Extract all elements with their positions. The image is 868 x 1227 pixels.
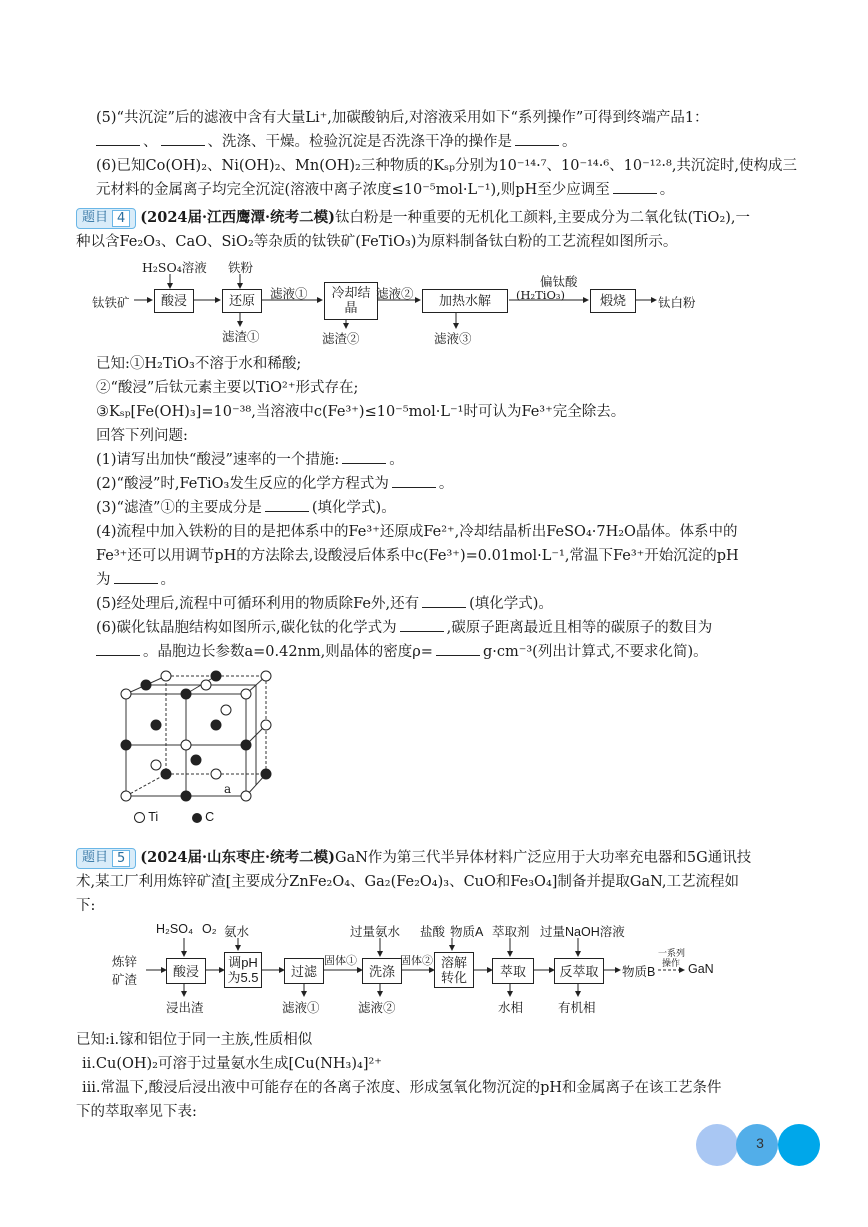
q4-q4a-text: (4)流程中加入铁粉的目的是把体系中的Fe³⁺还原成Fe²⁺,冷却结晶析出FeSO₄·7H₂O晶体。体系中的 [96,524,738,540]
crystal-edge-label: a [224,782,232,796]
flow-raw-material: 钛铁矿 [92,295,130,310]
question-badge [76,208,136,229]
answer-blank[interactable] [114,569,158,584]
flow-step-hydrolysis: 加热水解 [422,289,508,313]
q4-q6b-text: 。晶胞边长参数a=0.42nm,则晶体的密度ρ= [143,644,433,660]
q4-known-1 [96,376,796,400]
flow-step-acid-leach: 酸浸 [154,289,194,313]
badge-label: 题目 [82,210,109,225]
answer-blank[interactable] [265,497,309,512]
flow-step-dissolve-l2: 转化 [440,970,467,985]
q4-q2-text: (2)“酸浸”时,FeTiO₃发生反应的化学方程式为 [96,476,389,492]
q4-question-5 [96,592,796,616]
q3-p5-end: 。 [562,134,577,150]
decor-circle-1 [696,1124,738,1166]
flow-solid-1: 固体① [324,955,357,967]
flow-series-op-bottom: 操作 [662,958,681,968]
flow-residue-2: 滤渣② [322,331,360,346]
answer-blank[interactable] [392,473,436,488]
q5-known1-text: ⅱ.Cu(OH)₂可溶于过量氨水生成[Cu(NH₃)₄]²⁺ [82,1056,382,1072]
q4-q2-end: 。 [438,476,454,492]
q3-p5-sep: 、 [143,134,158,150]
q4-q5-end: (填化学式)。 [469,596,553,612]
flow-step-reduce: 还原 [222,289,262,313]
flow-substance-b: 物质B [622,965,656,979]
flow-metatitanic-acid: 偏钛酸 [540,274,578,289]
flow-step-back-extract: 反萃取 [554,958,604,984]
flow-metatitanic-formula: (H₂TiO₃) [516,288,565,302]
badge-label: 题目 [82,850,109,865]
flow-input-hcl: 盐酸 [420,925,446,939]
q5-known-1 [82,1052,796,1076]
q4-known-0 [96,352,796,376]
q4-question-4b [96,544,796,568]
flow-step-adjust-ph [224,952,262,988]
legend-c-label: C [205,810,215,824]
q3-part6-line2 [96,178,796,202]
q5-flowchart [100,920,740,1024]
q4-known2-text: ③Kₛₚ[Fe(OH)₃]=10⁻³⁸,当溶液中c(Fe³⁺)≤10⁻⁵mol·L⁻¹时可认为Fe³⁺完全除去。 [96,404,626,420]
flow-step-cool-crystallize: 冷却结晶 [324,282,378,320]
q3-p5-tail: 、洗涤、干燥。检验沉淀是否洗涤干净的操作是 [207,134,512,150]
flow-input-acid: H₂SO₄溶液 [142,260,207,275]
q4-q1-end: 。 [389,452,404,468]
flow-input-o2: O₂ [202,922,217,936]
q4-known1-text: ②“酸浸”后钛元素主要以TiO²⁺形式存在; [96,380,359,396]
answer-blank[interactable] [436,641,480,656]
q4-stem-line2 [76,230,796,254]
flow-filtrate-2: 滤液② [358,1001,396,1015]
q5-stem3: 下: [76,898,96,914]
q4-q1-text: (1)请写出加快“酸浸”速率的一个措施: [96,452,340,468]
q4-q5-text: (5)经处理后,流程中可循环利用的物质除Fe外,还有 [96,596,420,612]
crystal-legend [134,810,214,824]
q5-known2-text: ⅲ.常温下,酸浸后浸出液中可能存在的各离子浓度、形成氢氧化物沉淀的pH和金属离子在该工艺条件 [82,1080,722,1096]
flow-leach-residue: 浸出渣 [166,1001,204,1015]
q5-stem2: 术,某工厂利用炼锌矿渣[主要成分ZnFe₂O₄、Ga₂(Fe₂O₄)₃、CuO和Fe₃O₄]制备并提取GaN,工艺流程如 [76,874,740,890]
answer-blank[interactable] [96,641,140,656]
q3-p5-text: (5)“共沉淀”后的滤液中含有大量Li⁺,加碳酸钠后,对溶液采用如下“系列操作”可得到终端产品1： [96,110,709,126]
q4-known0-text: 已知:①H₂TiO₃不溶于水和稀酸; [96,356,302,372]
q3-part6-line1 [96,154,796,178]
flow-organic-phase: 有机相 [558,1001,596,1015]
flow-input-excess-ammonia: 过量氨水 [350,925,401,939]
flow-residue-1: 滤渣① [222,329,260,344]
answer-blank[interactable] [161,131,205,146]
q3-p6b-text: 元材料的金属离子均完全沉淀(溶液中离子浓度≤10⁻⁵mol·L⁻¹),则pH至少应调至 [96,182,610,198]
flow-input-substance-a: 物质A [450,925,484,939]
q5-stem1: GaN作为第三代半异体材料广泛应用于大功率充电器和5G通讯技 [334,850,752,866]
flow-raw-line1: 炼锌 [112,955,138,969]
legend-c-icon [192,813,202,823]
answer-blank[interactable] [400,617,444,632]
flow-series-op-top: 一系列 [658,948,686,958]
flow-product: 钛白粉 [658,295,696,310]
question-badge [76,848,136,869]
flow-step-calcine: 煅烧 [590,289,636,313]
flow-step-dissolve-l1: 溶解 [440,955,467,970]
crystal-structure-figure [96,670,796,830]
flow-step-acid-leach: 酸浸 [166,958,206,984]
flow-solid-2: 固体② [400,955,433,967]
page-content [76,104,798,1124]
q5-known-3 [76,1100,796,1124]
q4-question-4c [96,568,796,592]
crystal-lattice-diagram [104,670,284,810]
q5-header-line [76,846,796,870]
q5-known0-text: 已知:ⅰ.镓和铝位于同一主族,性质相似 [76,1032,313,1048]
answer-blank[interactable] [422,593,466,608]
flow-input-ammonia: 氨水 [224,925,250,939]
flow-input-h2so4: H₂SO₄ [156,922,194,936]
legend-ti-icon [134,812,145,823]
q4-known-2 [96,400,796,424]
flow-aqueous-phase: 水相 [498,1001,524,1015]
flow-filtrate-1: 滤液① [270,286,308,301]
q5-stem-line3 [76,894,796,918]
badge-number: 5 [112,850,130,867]
q4-q6a-end: ,碳原子距离最近且相等的碳原子的数目为 [446,620,713,636]
q5-known3-text: 下的萃取率见下表: [76,1104,197,1120]
flow-filtrate-1: 滤液① [282,1001,320,1015]
q5-source: (2024届·山东枣庄·统考二模) [140,849,335,866]
q4-question-2 [96,472,796,496]
q4-answer-intro-text: 回答下列问题: [96,428,188,444]
q4-stem1: 钛白粉是一种重要的无机化工颜料,主要成分为二氧化钛(TiO₂),一 [334,210,751,226]
q4-question-6b [96,640,796,664]
badge-number: 4 [112,210,130,227]
flow-step-dissolve-convert [434,952,474,988]
legend-ti-label: Ti [148,810,159,824]
q4-source: (2024届·江西鹰潭·统考二模) [140,209,335,226]
q4-question-4a [96,520,796,544]
q4-header-line [76,206,796,230]
q4-q6a-text: (6)碳化钛晶胞结构如图所示,碳化钛的化学式为 [96,620,397,636]
q5-known-0 [76,1028,796,1052]
answer-blank[interactable] [96,131,140,146]
flow-step-extract: 萃取 [492,958,534,984]
q4-q4b-text: Fe³⁺还可以用调节pH的方法除去,设酸浸后体系中c(Fe³⁺)=0.01mol·L⁻¹,常温下Fe³⁺开始沉淀的pH [96,548,739,564]
q4-answer-intro [96,424,796,448]
q4-question-6a [96,616,796,640]
answer-blank[interactable] [613,179,657,194]
flow-raw-line2: 矿渣 [112,973,138,987]
q4-q4c-text: 为 [96,572,111,588]
decor-circle-3 [778,1124,820,1166]
flow-input-naoh: 过量NaOH溶液 [540,925,625,939]
q4-q3-end: (填化学式)。 [311,500,396,516]
page-number: 3 [756,1135,764,1151]
answer-blank[interactable] [515,131,559,146]
answer-blank[interactable] [342,449,386,464]
q5-known-2 [82,1076,796,1100]
q3-part5-line1 [96,106,796,130]
q5-stem-line2 [76,870,796,894]
flow-step-wash: 洗涤 [362,958,402,984]
q4-flowchart [76,256,716,348]
q4-q4c-end: 。 [160,572,175,588]
q4-stem2: 种以含Fe₂O₃、CaO、SiO₂等杂质的钛铁矿(FeTiO₃)为原料制备钛白粉的工艺流程如图所示。 [76,234,678,250]
flow-step-adjust-ph-l2: 为5.5 [227,970,259,985]
flow-final-gan: GaN [688,962,714,976]
q4-q6b-end: g·cm⁻³(列出计算式,不要求化简)。 [482,644,708,660]
flow-input-iron: 铁粉 [228,260,254,275]
q3-p6b-end: 。 [659,182,675,198]
flow-filtrate-3: 滤液③ [434,331,472,346]
q3-part5-line2 [96,130,796,154]
flow-filtrate-2: 滤液② [376,286,414,301]
q3-p6-text: (6)已知Co(OH)₂、Ni(OH)₂、Mn(OH)₂三种物质的Kₛₚ分别为10⁻¹⁴·⁷、10⁻¹⁴·⁶、10⁻¹²·⁸,共沉淀时,使构成三 [96,158,798,174]
q4-question-3 [96,496,796,520]
flow-input-extractant: 萃取剂 [492,925,530,939]
q4-q3-text: (3)“滤渣”①的主要成分是 [96,500,262,516]
flow-step-filter: 过滤 [284,958,324,984]
q4-question-1 [96,448,796,472]
flow-step-adjust-ph-l1: 调pH [228,955,258,970]
